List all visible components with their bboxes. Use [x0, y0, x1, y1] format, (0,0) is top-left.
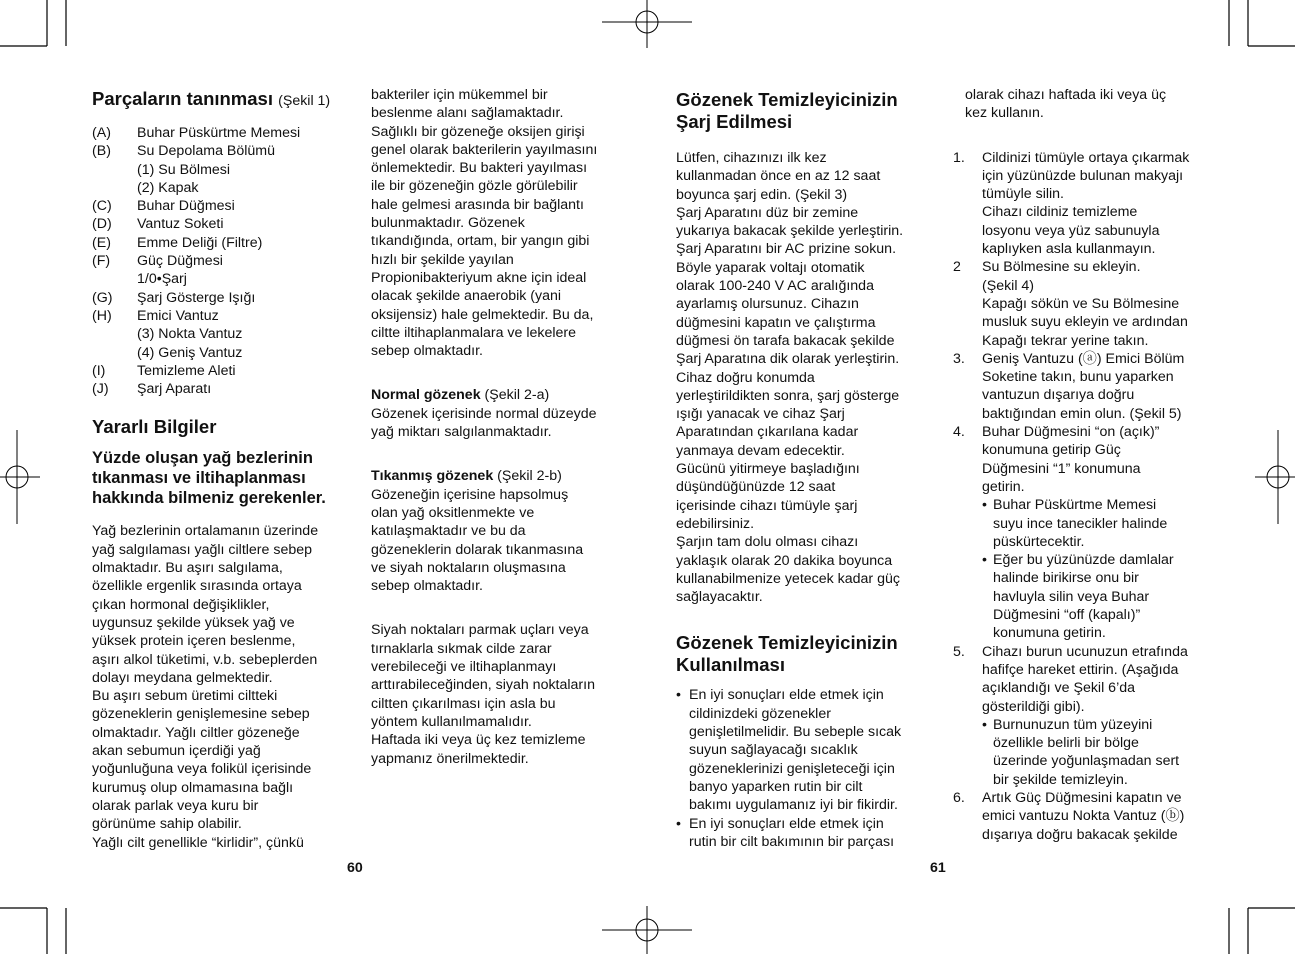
part-item [92, 380, 352, 398]
text-line: düğmesini kapatın ve çalıştırma [676, 314, 876, 331]
step-text [982, 789, 1184, 844]
text-line: çıkan hormonal değişiklikler, [92, 596, 270, 613]
text-line: En iyi sonuçları elde etmek için [689, 687, 884, 704]
step-item [953, 258, 1215, 349]
text-line: ışığı yanacak ve cihaz Şarj [676, 406, 845, 423]
part-text: (4) Geniş Vantuz [137, 344, 243, 361]
text-line: Böyle yaparak voltajı otomatik [676, 259, 865, 276]
part-text: Şarj Gösterge Işığı [137, 289, 256, 306]
part-text: Buhar Düğmesi [137, 198, 235, 215]
step-number: 2 [953, 259, 961, 276]
part-text: 1/0•Şarj [137, 271, 187, 288]
text-line: olarak parlak veya kuru bir [92, 797, 259, 814]
part-item [92, 344, 352, 362]
step-text [982, 423, 1159, 496]
parts-heading-title: Parçaların tanınması [92, 88, 273, 109]
text-line: hale gelmesi arasında bir bağlantı [371, 196, 584, 213]
part-item [92, 289, 352, 307]
column-3 [676, 89, 936, 851]
usage-intro [953, 86, 1215, 123]
text-line: Gözeneğin içerisine hapsolmuş [371, 486, 569, 503]
text-line: olacak şekilde anaerobik (yani [371, 288, 562, 305]
text-line: Sağlıklı bir gözeneğe oksijen girişi [371, 123, 585, 140]
step-bullet [953, 496, 1215, 551]
text-line: ciltten çıkarılması için asla bu [371, 695, 556, 712]
text-line: musluk suyu ekleyin ve ardından [982, 314, 1188, 331]
normal-pore-title [371, 386, 641, 404]
text-line: Düğmesini “off (kapalı)” [993, 607, 1141, 624]
text-line: yağ salgılaması yağlı ciltlere sebep [92, 541, 313, 558]
text-line: Yağlı cilt genellikle “kirlidir”, çünkü [92, 834, 304, 851]
text-line: getirin. [982, 478, 1025, 495]
clogged-pore-label: Tıkanmış gözenek [371, 468, 494, 485]
step-item [953, 789, 1215, 844]
text-line: Bu aşırı sebum üretimi ciltteki [92, 688, 278, 705]
text-line: Kapağı sökün ve Su Bölmesine [982, 295, 1180, 312]
useful-info-heading: Yararlı Bilgiler [92, 416, 217, 438]
text-line: Kapağı tekrar yerine takın. [982, 332, 1149, 349]
text-line: ciltte iltihaplanmalara ve lekelere [371, 324, 577, 341]
step-text [982, 258, 1188, 349]
part-item [92, 142, 352, 160]
bullet-marker: • [676, 687, 681, 704]
text-line: Şarj Edilmesi [676, 111, 793, 132]
text-line: losyonu veya yüz sabunuyla [982, 222, 1160, 239]
text-line: Gözenek içerisinde normal düzeyde [371, 405, 597, 422]
part-key: (F) [92, 253, 111, 270]
text-line: Gücünü yitirmeye başladığını [676, 461, 860, 478]
part-item [92, 362, 352, 380]
bullet-marker: • [676, 815, 681, 832]
text-line: cildinizdeki gözenekler [689, 705, 831, 722]
text-line: özellikle ergenlik sırasında ortaya [92, 578, 302, 595]
part-key: (I) [92, 362, 106, 379]
step-number: 5. [953, 643, 965, 660]
part-item [92, 307, 352, 325]
normal-pore-label: Normal gözenek [371, 387, 481, 404]
usage-bullets [676, 686, 936, 851]
text-line: ile bir gözeneğin gözle görülebilir [371, 178, 578, 195]
step-number: 1. [953, 149, 965, 166]
bullet-marker: • [982, 552, 987, 569]
part-text: Vantuz Soketi [137, 216, 224, 233]
text-line: Buhar Püskürtme Memesi [993, 497, 1157, 514]
clogged-pore-figure: (Şekil 2-b) [497, 468, 562, 485]
part-text: Temizleme Aleti [137, 362, 236, 379]
text-line: kurumuş olup olmamasına bağlı [92, 779, 294, 796]
text-line: Cildinizi tümüyle ortaya çıkarmak [982, 149, 1190, 166]
text-line: Geniş Vantuzu (ⓐ) Emici Bölüm [982, 350, 1185, 367]
text-line: oksijensiz) hale gelmektedir. Bu da, [371, 306, 594, 323]
bullet-item [676, 686, 936, 814]
text-line: genişletilmelidir. Bu sebeple sıcak [689, 724, 902, 741]
text-line: sebep olmaktadır. [371, 343, 483, 360]
text-line: sebep olmaktadır. [371, 578, 483, 595]
text-line: En iyi sonuçları elde etmek için [689, 815, 884, 832]
text-line: suyu ince tanecikler halinde [993, 515, 1168, 532]
step-item [953, 643, 1215, 716]
part-text: Emici Vantuz [137, 307, 219, 324]
text-line: arttırabileceğinden, siyah noktaların [371, 677, 595, 694]
text-line: yaklaşık olarak 20 dakika boyunca [676, 552, 893, 569]
text-line: Şarj Aparatını düz bir zemine [676, 204, 859, 221]
text-line: Kullanılması [676, 654, 785, 676]
text-line: üzerinde yoğunlaşmadan sert [993, 753, 1180, 770]
text-line: bir şekilde temizleyin. [993, 771, 1128, 788]
text-line: sağlayacaktır. [676, 589, 763, 606]
part-item [92, 124, 352, 142]
part-text: Emme Deliği (Filtre) [137, 234, 263, 251]
text-line: yağ miktarı salgılanmaktadır. [371, 424, 552, 441]
text-line: önlemektedir. Bu bakteri yayılması [371, 160, 588, 177]
text-line: gösterildiği gibi). [982, 698, 1085, 715]
text-line: Burnunuzun tüm yüzeyini [993, 716, 1153, 733]
text-line: Yağ bezlerinin ortalamanın üzerinde [92, 523, 319, 540]
text-line: yoğunluğuna veya folikül içerisinde [92, 761, 312, 778]
text-line: Lütfen, cihazınızı ilk kez [676, 150, 827, 166]
normal-pore-figure: (Şekil 2-a) [484, 387, 550, 404]
clogged-pore-title [371, 467, 641, 485]
step-item [953, 350, 1215, 423]
step-text [982, 350, 1184, 423]
text-line: yüksek protein içeren beslenme, [92, 633, 296, 650]
part-key: (B) [92, 143, 111, 160]
text-line: görünüme sahip olabilir. [92, 816, 242, 833]
clogged-pore-body [371, 486, 641, 596]
part-key: (G) [92, 289, 113, 306]
text-line: bakteriler için mükemmel bir [371, 87, 548, 103]
usage-heading [676, 632, 936, 676]
text-line: baktığından emin olun. (Şekil 5) [982, 405, 1182, 422]
text-line: emici vantuzu Nokta Vantuz (ⓑ) [982, 808, 1185, 825]
text-line: Haftada iki veya üç kez temizleme [371, 732, 586, 749]
text-line: Düğmesini “1” konumuna [982, 460, 1141, 477]
text-line: kullanmadan önce en az 12 saat [676, 168, 881, 185]
part-key: (H) [92, 307, 112, 324]
text-line: Artık Güç Düğmesini kapatın ve [982, 789, 1182, 806]
text-line: yerleştirildikten sonra, şarj gösterge [676, 387, 900, 404]
text-line: ayarlamış olursunuz. Cihazın [676, 296, 859, 313]
text-line: bulunmaktadır. Gözenek [371, 215, 525, 232]
page-number-left: 60 [347, 860, 363, 876]
text-line: Su Bölmesine su ekleyin. [982, 259, 1141, 276]
bullet-marker: • [982, 497, 987, 514]
oily-skin-body [92, 522, 352, 851]
page-number-right: 61 [930, 860, 946, 876]
part-text: Şarj Aparatı [137, 381, 212, 398]
text-line: gözeneklerinizi genişleteceği için [689, 760, 895, 777]
part-item [92, 234, 352, 252]
bullet-item [676, 815, 936, 852]
step-text [982, 149, 1189, 259]
normal-pore-body [371, 405, 641, 442]
text-line: özellikle belirli bir bölge [993, 735, 1139, 752]
step-bullet [953, 551, 1215, 642]
part-text: Güç Düğmesi [137, 253, 223, 270]
text-line: havluyla silin veya Buhar [993, 588, 1150, 605]
text-line: konumuna getirip Güç [982, 442, 1121, 459]
part-item [92, 161, 352, 179]
bullet-text [993, 496, 1167, 551]
blackhead-paragraph [371, 621, 641, 767]
text-line: vantuzun dışarıya doğru [982, 387, 1135, 404]
text-line: düğmesi ön tarafa bakacak şekilde [676, 332, 895, 349]
text-line: gözeneklerin genişlemesine sebep [92, 706, 310, 723]
text-line: olmaktadır. Bu aşırı salgılama, [92, 560, 283, 577]
bullet-text [993, 551, 1174, 642]
text-line: Cihazı cildiniz temizleme [982, 204, 1138, 221]
bullet-text [689, 815, 894, 852]
text-line: hızlı bir şekilde yayılan [371, 251, 514, 268]
column-1 [92, 88, 352, 852]
parts-heading-suffix: (Şekil 1) [278, 93, 331, 109]
part-item [92, 179, 352, 197]
parts-list [92, 124, 352, 398]
step-item [953, 423, 1215, 496]
text-line: ve siyah noktaların oluşmasına [371, 559, 566, 576]
part-key: (D) [92, 216, 112, 233]
text-line: gözeneklerin dolarak tıkanmasına [371, 541, 584, 558]
step-number: 3. [953, 350, 965, 367]
text-line: (Şekil 4) [982, 277, 1035, 294]
part-item [92, 252, 352, 270]
registration-mark-right [1255, 430, 1295, 524]
text-line: olmaktadır. Yağlı ciltler gözeneğe [92, 724, 300, 741]
text-line: edebilirsiniz. [676, 515, 755, 532]
text-line: Gözenek Temizleyicinizin [676, 632, 898, 654]
text-line: tıkandığında, ortam, bir yangın gibi [371, 233, 590, 250]
text-line: içerisinde cihazı tümüyle şarj [676, 497, 858, 514]
text-line: banyo yaparken rutin bir cilt [689, 778, 863, 795]
registration-mark-top [602, 0, 692, 48]
step-number: 6. [953, 789, 965, 806]
registration-mark-bottom [602, 906, 692, 954]
part-key: (J) [92, 381, 109, 398]
text-line: Soketine takın, bunu yaparken [982, 369, 1174, 386]
text-line: olarak cihazı haftada iki veya üç [965, 87, 1167, 103]
text-line: hafifçe hareket ettirin. (Aşağıda [982, 661, 1179, 678]
text-line: yanmaya devam edecektir. [676, 442, 845, 459]
text-line: Gözenek Temizleyicinizin [676, 89, 898, 110]
oily-skin-heading: Yüzde oluşan yağ bezlerinin tıkanması ve iltihaplanması hakkında bilmeniz gerekenler. [92, 449, 326, 508]
text-line: yöntem kullanılmamalıdır. [371, 713, 532, 730]
text-line: Cihazı burun ucunuzun etrafında [982, 643, 1188, 660]
part-text: (3) Nokta Vantuz [137, 326, 243, 343]
text-line: yukarıya bakacak şekilde yerleştirin. [676, 223, 904, 240]
text-line: konumuna getirin. [993, 625, 1106, 642]
text-line: Propionibakteriyum akne için ideal [371, 269, 587, 286]
part-item [92, 325, 352, 343]
text-line: Şarj Aparatına dik olarak yerleştirin. [676, 351, 900, 368]
text-line: kullanabilmenize yetecek kadar güç [676, 570, 900, 587]
text-line: olarak 100-240 V AC aralığında [676, 278, 874, 295]
text-line: akan sebumun içerdiği yağ [92, 743, 261, 760]
text-line: Siyah noktaları parmak uçları veya [371, 622, 589, 639]
text-line: Şarjın tam dolu olması cihazı [676, 534, 859, 551]
part-key: (E) [92, 234, 111, 251]
part-text: Buhar Püskürtme Memesi [137, 125, 301, 141]
part-item [92, 215, 352, 233]
text-line: düşündüğünüzde 12 saat [676, 479, 836, 496]
text-line: Aparatından çıkarılana kadar [676, 424, 859, 441]
text-line: Cihaz doğru konumda [676, 369, 815, 386]
text-line: genel olarak bakterilerin yayılmasını [371, 141, 598, 158]
text-line: kaplıyken asla kullanmayın. [982, 241, 1156, 258]
text-line: Buhar Düğmesini “on (açık)” [982, 424, 1160, 441]
part-key: (A) [92, 125, 111, 141]
text-line: suyun sağlayacağı sıcaklık [689, 742, 858, 759]
parts-heading [92, 88, 352, 112]
text-line: rutin bir cilt bakımının bir parçası [689, 833, 895, 850]
text-line: dışarıya doğru bakacak şekilde [982, 826, 1178, 843]
column-2 [371, 86, 641, 768]
bacteria-paragraph [371, 86, 641, 360]
part-item [92, 270, 352, 288]
column-4 [953, 86, 1215, 844]
text-line: tırnaklarla sıkmak cilde zarar [371, 640, 552, 657]
step-bullet [953, 716, 1215, 789]
text-line: Şarj Aparatını bir AC prizine sokun. [676, 241, 897, 258]
registration-mark-left [0, 430, 40, 524]
text-line: yapmanız önerilmektedir. [371, 750, 529, 767]
text-line: katılaşmaktadır ve bu da [371, 523, 526, 540]
text-line: verebileceği ve iltihaplanmayı [371, 659, 557, 676]
step-item [953, 149, 1215, 259]
text-line: kez kullanın. [965, 105, 1044, 122]
text-line: uygunsuz şekilde yüksek yağ ve [92, 614, 295, 631]
text-line: için yüzünüzde bulunan makyajı [982, 167, 1184, 184]
part-text: Su Depolama Bölümü [137, 143, 276, 160]
part-text: (1) Su Bölmesi [137, 161, 231, 178]
usage-steps [953, 149, 1215, 844]
text-line: bakımı uygulamanız iyi bir fikirdir. [689, 797, 898, 814]
bullet-text [689, 686, 901, 814]
text-line: açıklandığı ve Şekil 6’da [982, 680, 1136, 697]
text-line: tümüyle silin. [982, 186, 1065, 203]
part-key: (C) [92, 198, 112, 215]
charging-heading [676, 89, 936, 133]
text-line: olan yağ oksitlenmekte ve [371, 504, 535, 521]
part-item [92, 197, 352, 215]
charging-body [676, 149, 936, 606]
step-text [982, 643, 1188, 716]
text-line: beslenme alanı sağlamaktadır. [371, 105, 564, 122]
part-text: (2) Kapak [137, 179, 199, 196]
text-line: aşırı alkol tüketimi, v.b. sebeplerden [92, 651, 318, 668]
text-line: boyunca şarj edin. (Şekil 3) [676, 186, 848, 203]
bullet-text [993, 716, 1179, 789]
bullet-marker: • [982, 716, 987, 733]
text-line: Eğer bu yüzünüzde damlalar [993, 552, 1174, 569]
step-number: 4. [953, 424, 965, 441]
text-line: dolayı meydana gelmektedir. [92, 669, 273, 686]
text-line: püskürtecektir. [993, 533, 1085, 550]
text-line: halinde birikirse onu bir [993, 570, 1139, 587]
